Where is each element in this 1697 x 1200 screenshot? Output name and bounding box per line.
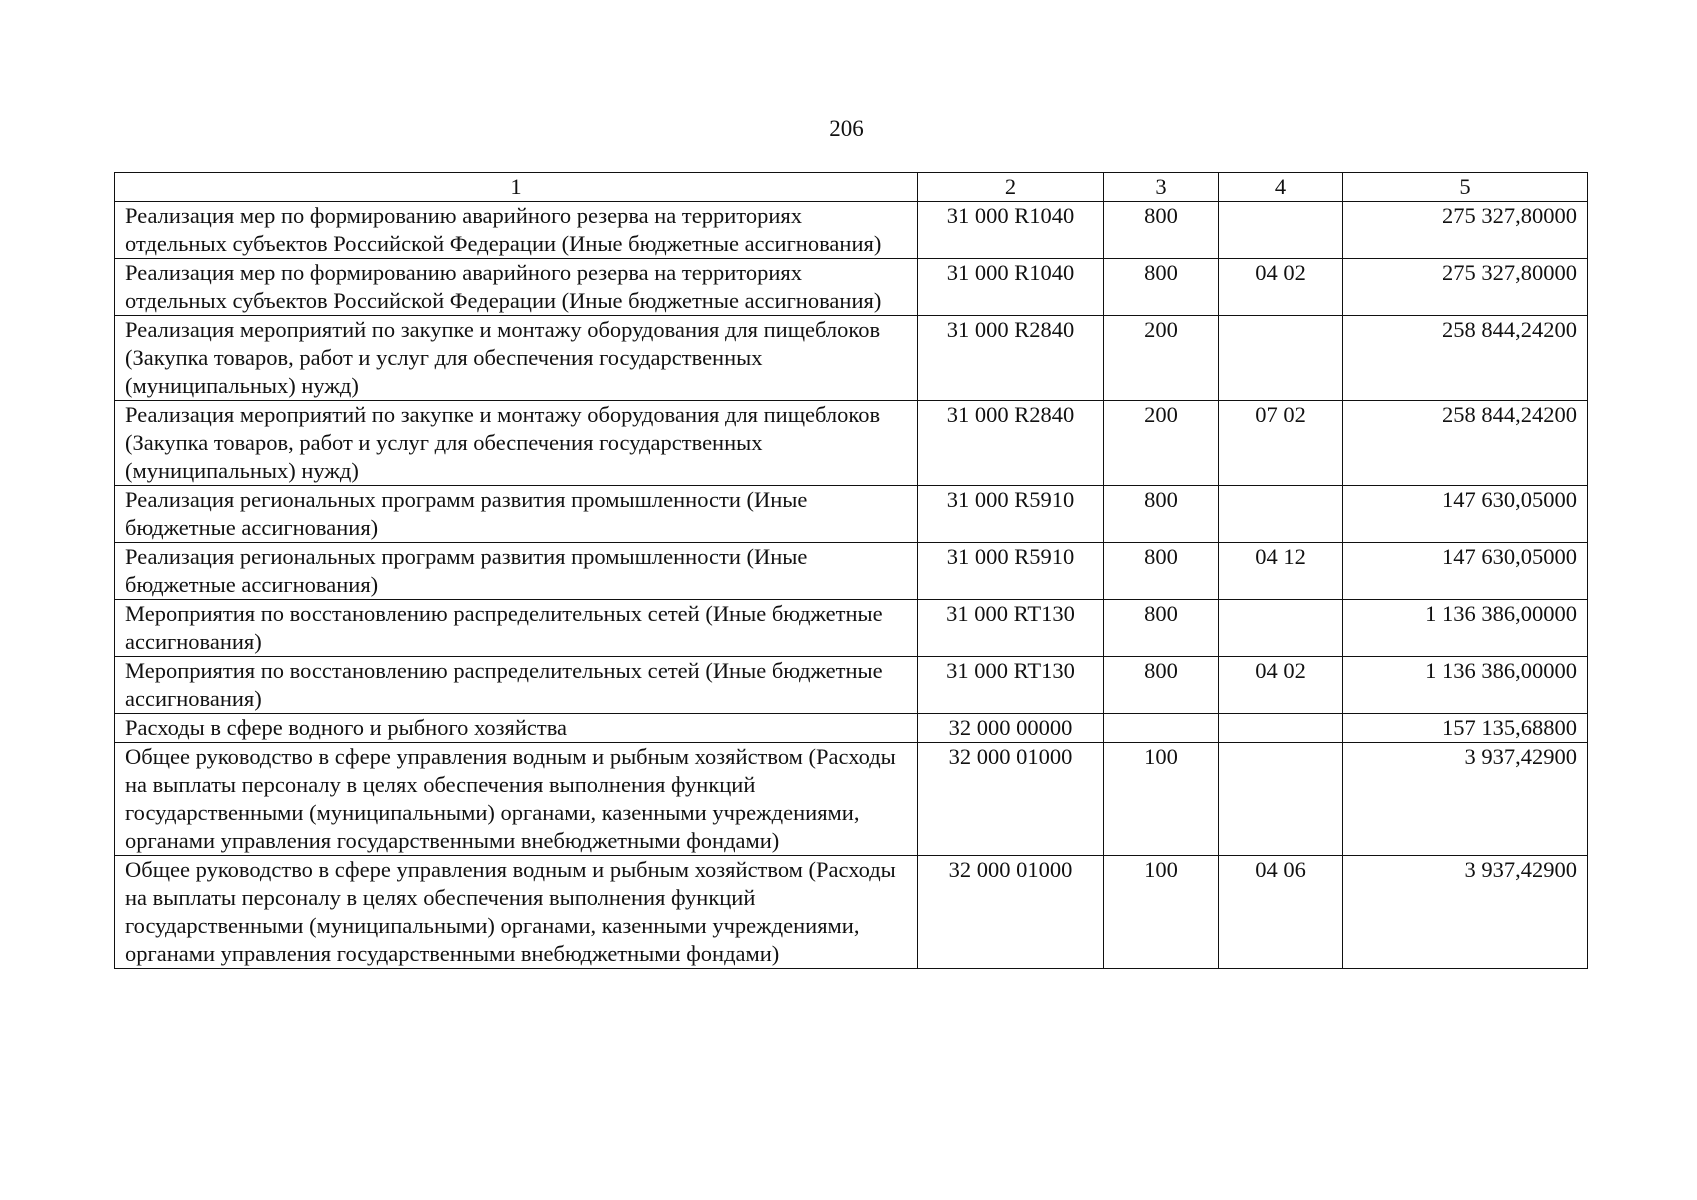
row-target-code: 31 000 RT130	[918, 600, 1104, 657]
row-amount: 1 136 386,00000	[1343, 657, 1588, 714]
row-target-code: 31 000 R1040	[918, 259, 1104, 316]
page-number-text: 206	[829, 116, 864, 141]
row-section-code	[1219, 600, 1343, 657]
row-section-code: 04 06	[1219, 856, 1343, 969]
row-name: Реализация мероприятий по закупке и монтажу оборудования для пищеблоков (Закупка товаров, работ и услуг для обеспечения государственных (муниципальных) нужд)	[115, 316, 918, 401]
header-col-1: 1	[115, 173, 918, 202]
table-row	[115, 401, 1588, 486]
row-name: Общее руководство в сфере управления водным и рыбным хозяйством (Расходы на выплаты персоналу в целях обеспечения выполнения функций государственными (муниципальными) органами, казенными учреждениями, органами управления государственными внебюджетными фондами)	[115, 856, 918, 969]
row-expense-type: 800	[1104, 259, 1219, 316]
row-section-code: 04 12	[1219, 543, 1343, 600]
row-amount: 3 937,42900	[1343, 743, 1588, 856]
table-row	[115, 316, 1588, 401]
row-expense-type: 100	[1104, 743, 1219, 856]
row-section-code	[1219, 316, 1343, 401]
row-section-code	[1219, 202, 1343, 259]
row-name: Реализация мер по формированию аварийного резерва на территориях отдельных субъектов Российской Федерации (Иные бюджетные ассигнования)	[115, 259, 918, 316]
row-target-code: 31 000 R5910	[918, 486, 1104, 543]
row-amount: 275 327,80000	[1343, 202, 1588, 259]
row-amount: 147 630,05000	[1343, 486, 1588, 543]
row-expense-type: 800	[1104, 657, 1219, 714]
row-expense-type: 800	[1104, 202, 1219, 259]
header-col-5: 5	[1343, 173, 1588, 202]
table-row	[115, 856, 1588, 969]
table-row	[115, 202, 1588, 259]
row-target-code: 31 000 R1040	[918, 202, 1104, 259]
row-target-code: 32 000 00000	[918, 714, 1104, 743]
row-name: Мероприятия по восстановлению распределительных сетей (Иные бюджетные ассигнования)	[115, 657, 918, 714]
row-expense-type: 100	[1104, 856, 1219, 969]
row-amount: 3 937,42900	[1343, 856, 1588, 969]
table-row	[115, 600, 1588, 657]
row-name: Реализация региональных программ развития промышленности (Иные бюджетные ассигнования)	[115, 486, 918, 543]
row-section-code	[1219, 743, 1343, 856]
row-expense-type: 800	[1104, 543, 1219, 600]
row-expense-type: 200	[1104, 316, 1219, 401]
row-expense-type: 800	[1104, 600, 1219, 657]
row-section-code: 04 02	[1219, 259, 1343, 316]
row-target-code: 32 000 01000	[918, 743, 1104, 856]
row-section-code	[1219, 486, 1343, 543]
row-amount: 258 844,24200	[1343, 401, 1588, 486]
table-row	[115, 543, 1588, 600]
header-col-3: 3	[1104, 173, 1219, 202]
row-name: Мероприятия по восстановлению распределительных сетей (Иные бюджетные ассигнования)	[115, 600, 918, 657]
row-expense-type: 800	[1104, 486, 1219, 543]
row-name: Общее руководство в сфере управления водным и рыбным хозяйством (Расходы на выплаты персоналу в целях обеспечения выполнения функций государственными (муниципальными) органами, казенными учреждениями, органами управления государственными внебюджетными фондами)	[115, 743, 918, 856]
row-amount: 157 135,68800	[1343, 714, 1588, 743]
row-section-code: 04 02	[1219, 657, 1343, 714]
row-name: Реализация мер по формированию аварийного резерва на территориях отдельных субъектов Российской Федерации (Иные бюджетные ассигнования)	[115, 202, 918, 259]
row-target-code: 31 000 R2840	[918, 316, 1104, 401]
header-col-2: 2	[918, 173, 1104, 202]
row-section-code: 07 02	[1219, 401, 1343, 486]
row-name: Расходы в сфере водного и рыбного хозяйства	[115, 714, 918, 743]
row-target-code: 31 000 R5910	[918, 543, 1104, 600]
row-amount: 1 136 386,00000	[1343, 600, 1588, 657]
row-section-code	[1219, 714, 1343, 743]
row-name: Реализация региональных программ развития промышленности (Иные бюджетные ассигнования)	[115, 543, 918, 600]
row-amount: 275 327,80000	[1343, 259, 1588, 316]
row-target-code: 31 000 RT130	[918, 657, 1104, 714]
table-row	[115, 657, 1588, 714]
row-amount: 258 844,24200	[1343, 316, 1588, 401]
row-expense-type	[1104, 714, 1219, 743]
row-target-code: 31 000 R2840	[918, 401, 1104, 486]
table-row	[115, 486, 1588, 543]
page-number	[0, 116, 1697, 142]
row-amount: 147 630,05000	[1343, 543, 1588, 600]
table-header-row	[115, 173, 1588, 202]
header-col-4: 4	[1219, 173, 1343, 202]
table-row	[115, 743, 1588, 856]
table-row	[115, 714, 1588, 743]
row-target-code: 32 000 01000	[918, 856, 1104, 969]
row-name: Реализация мероприятий по закупке и монтажу оборудования для пищеблоков (Закупка товаров, работ и услуг для обеспечения государственных (муниципальных) нужд)	[115, 401, 918, 486]
row-expense-type: 200	[1104, 401, 1219, 486]
budget-table	[114, 172, 1588, 969]
table-row	[115, 259, 1588, 316]
